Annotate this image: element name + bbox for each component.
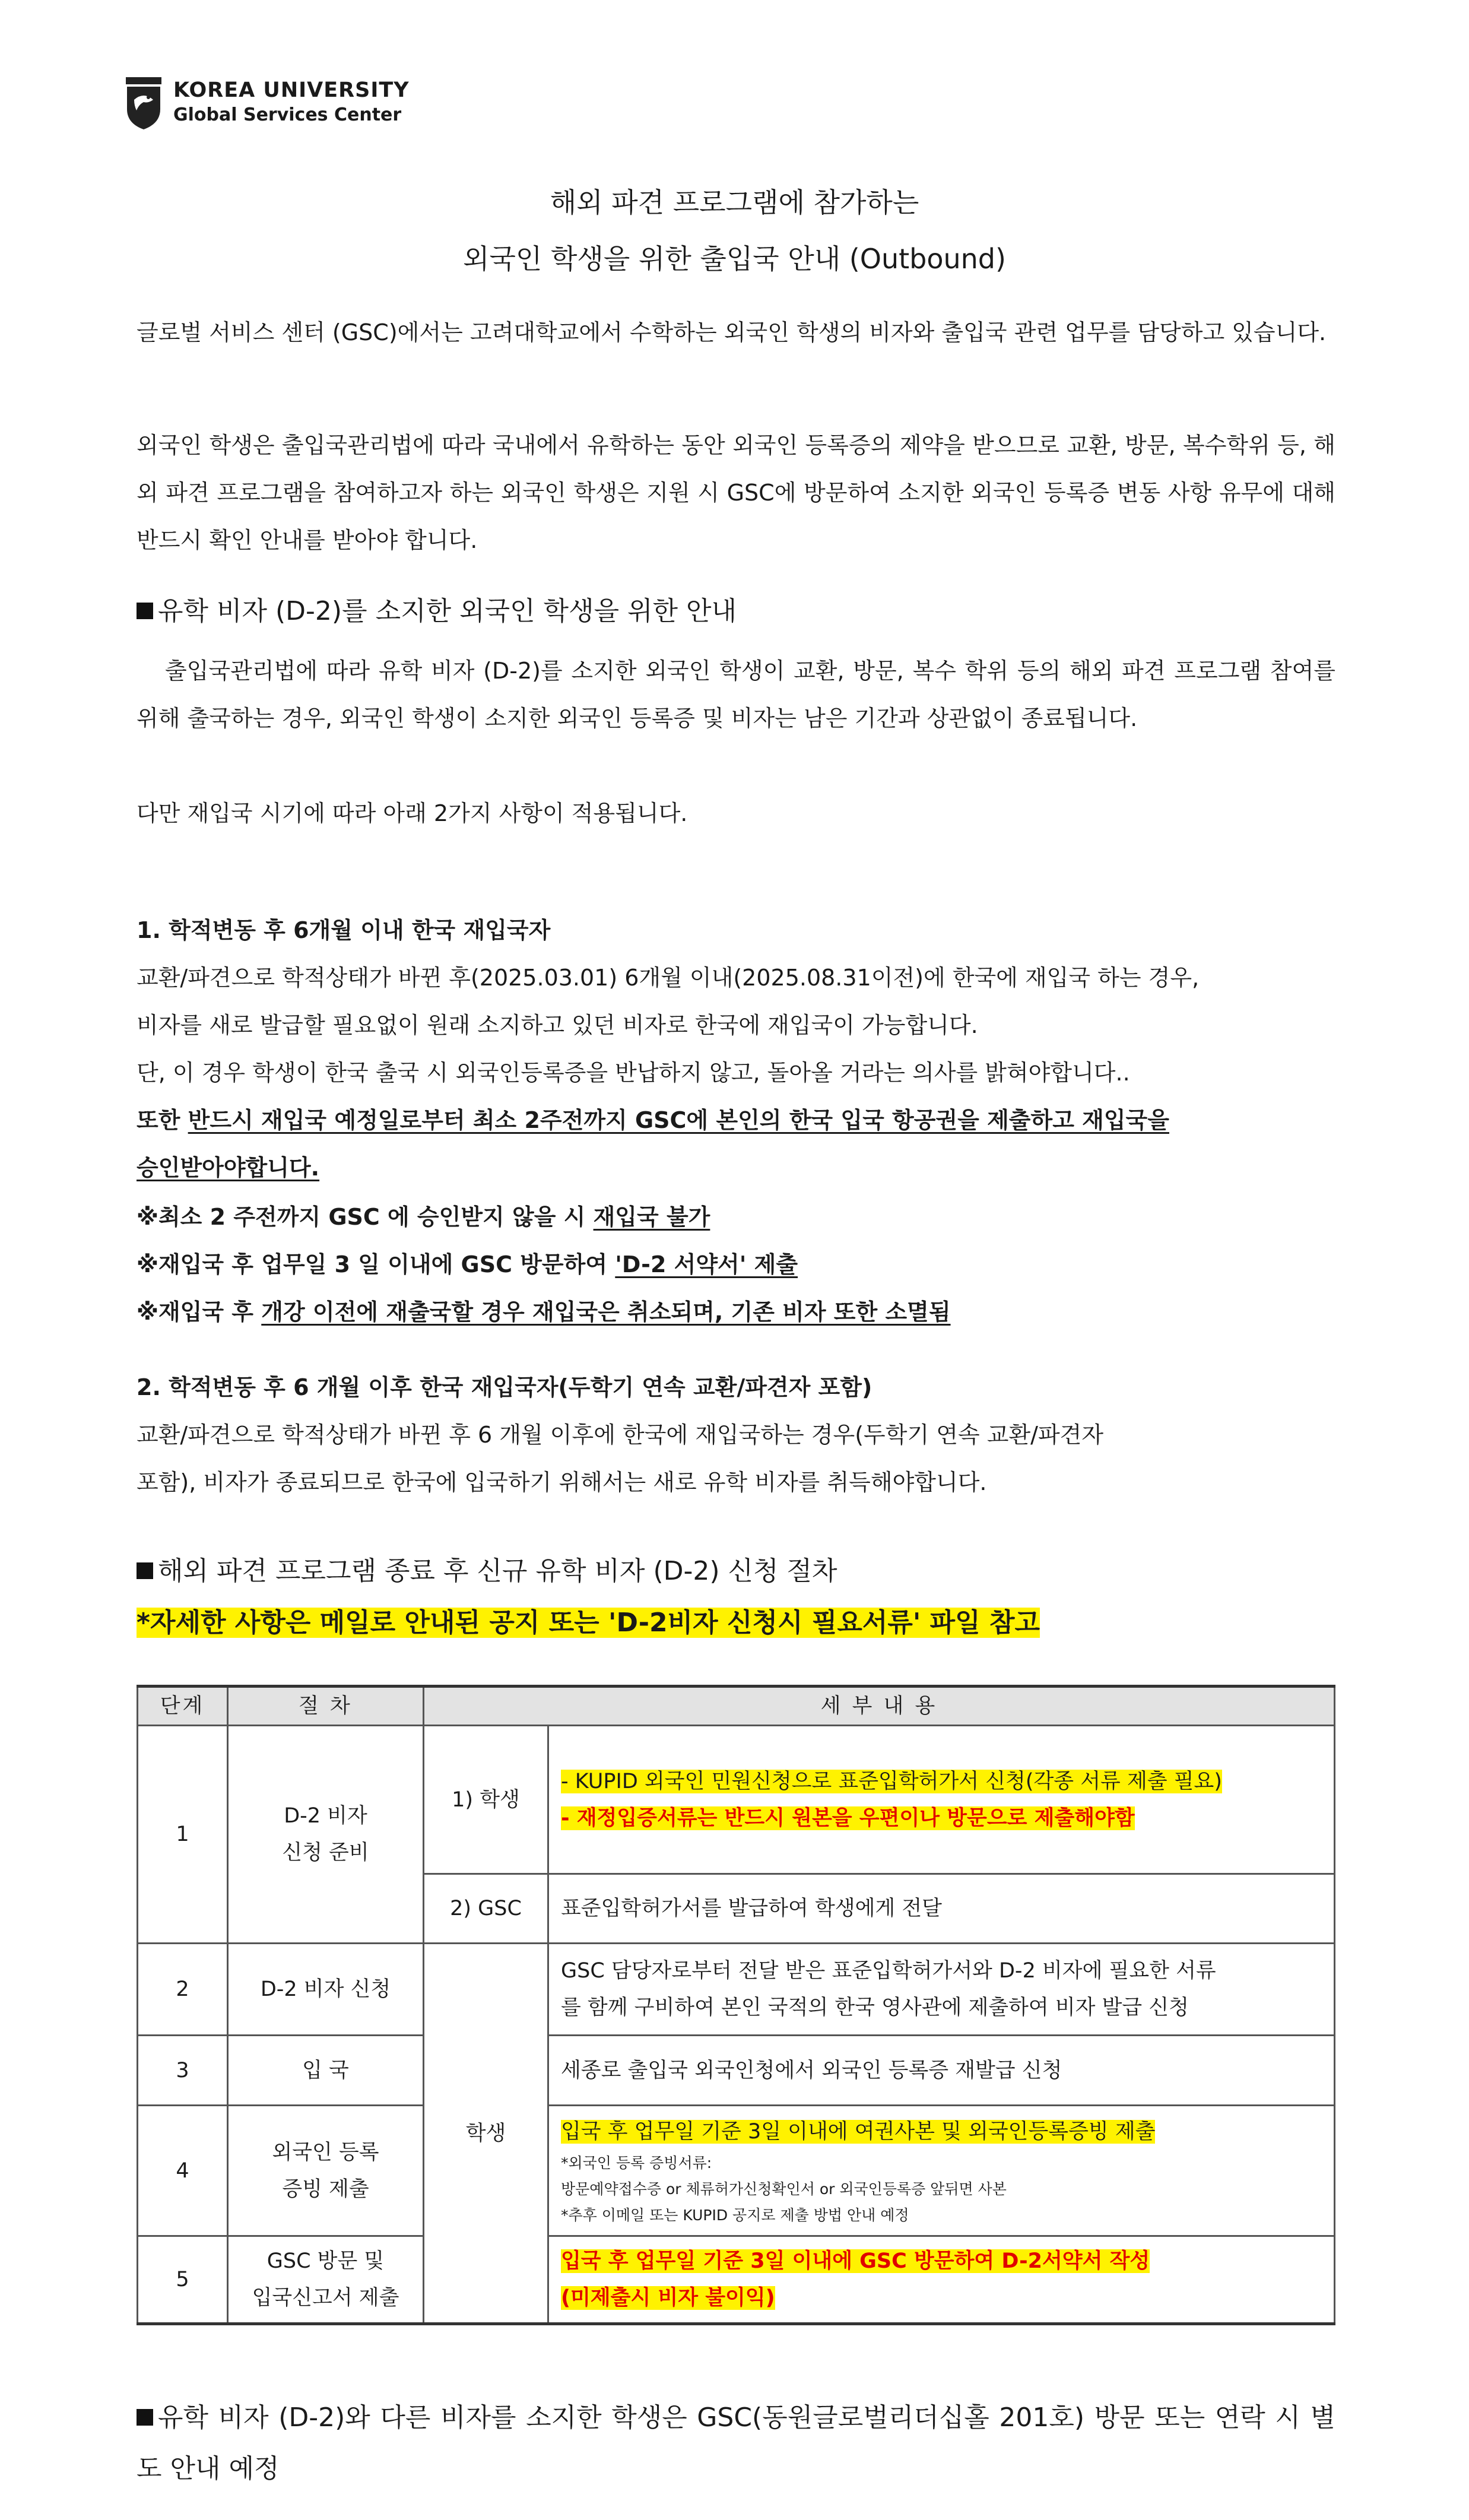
case1-line: 단, 이 경우 학생이 한국 출국 시 외국인등록증을 반납하지 않고, 돌아올 거라는 의사를 밝혀야합니다..: [137, 1060, 1130, 1086]
case1-heading: 1. 학적변동 후 6개월 이내 한국 재입국자: [137, 917, 551, 943]
procedure-text: D-2 비자: [284, 1804, 367, 1828]
section1-paragraph: [137, 647, 1335, 742]
case1-block: [137, 906, 1335, 1191]
case1-note-3: [137, 1288, 1335, 1336]
who-cell: 1) 학생: [424, 1726, 548, 1874]
detail-text: GSC 담당자로부터 전달 받은 표준입학허가서와 D-2 비자에 필요한 서류: [561, 1959, 1216, 1983]
step-cell: 4: [138, 2106, 228, 2236]
intro-p2-text: 외국인 학생은 출입국관리법에 따라 국내에서 유학하는 동안 외국인 등록증의 제약을 받으므로 교환, 방문, 복수학위 등, 해외 파견 프로그램을 참여하고자 하는 외국인 학생은 지원 시 GSC에 방문하여 소지한 외국인 등록증 변동 사항 유무에 대해 반드시 확인 안내를 받아야 합니다.: [137, 432, 1335, 553]
case1-note3-underlined: 개강 이전에 재출국할 경우 재입국은 취소되며, 기존 비자 또한 소멸됨: [261, 1299, 951, 1325]
footer-text: 유학 비자 (D-2)와 다른 비자를 소지한 학생은 GSC(동원글로벌리더십홀 201호) 방문 또는 연락 시 별도 안내 예정: [137, 2402, 1335, 2484]
table-row: [138, 1944, 1335, 2036]
detail-cell: 표준입학허가서를 발급하여 학생에게 전달: [548, 1874, 1335, 1944]
university-crest-icon: [125, 76, 163, 131]
case1-note1-underlined: 재입국 불가: [593, 1204, 710, 1230]
page-title-line2: 외국인 학생을 위한 출입국 안내 (Outbound): [463, 243, 1006, 275]
section1-note: [137, 790, 1335, 837]
detail-text-important: - 재정입증서류는 반드시 원본을 우편이나 방문으로 제출해야함: [561, 1806, 1135, 1830]
section-heading-d2-text: 유학 비자 (D-2)를 소지한 외국인 학생을 위한 안내: [158, 596, 737, 626]
procedure-table: [137, 1685, 1335, 2325]
procedure-note-text: *자세한 사항은 메일로 안내된 공지 또는 'D-2비자 신청시 필요서류' 파일 참고: [137, 1608, 1040, 1638]
page-title-line1: 해외 파견 프로그램에 참가하는: [550, 186, 919, 218]
section-heading-d2: [137, 589, 737, 627]
case2-block: [137, 1364, 1335, 1506]
case1-line: 비자를 새로 발급할 필요없이 원래 소지하고 있던 비자로 한국에 재입국이 가능합니다.: [137, 1012, 978, 1038]
table-row: [138, 1726, 1335, 1874]
case1-note2-underlined: 'D-2 서약서' 제출: [615, 1251, 798, 1278]
detail-text: 입국 후 업무일 기준 3일 이내에 여권사본 및 외국인등록증빙 제출: [561, 2119, 1156, 2144]
case1-note2-prefix: ※재입국 후 업무일 3 일 이내에 GSC 방문하여: [137, 1251, 615, 1278]
footer-note: [137, 2392, 1335, 2494]
step-cell: 5: [138, 2236, 228, 2324]
section-heading-procedure: [137, 1549, 837, 1587]
procedure-cell: [228, 1726, 424, 1944]
university-logo: [125, 76, 481, 132]
table-row: [138, 2036, 1335, 2106]
detail-cell: [548, 2236, 1335, 2324]
case1-note-2: [137, 1241, 1335, 1288]
procedure-text: 신청 준비: [282, 1841, 369, 1865]
intro-p1-text: 글로벌 서비스 센터 (GSC)에서는 고려대학교에서 수학하는 외국인 학생의 비자와 출입국 관련 업무를 담당하고 있습니다.: [137, 319, 1327, 345]
org-name: KOREA UNIVERSITY: [173, 78, 410, 102]
procedure-cell: [228, 2106, 424, 2236]
case1-notes: [137, 1193, 1335, 1336]
detail-text: - KUPID 외국인 민원신청으로 표준입학허가서 신청(각종 서류 제출 필요): [561, 1769, 1223, 1793]
detail-cell: [548, 2106, 1335, 2236]
case2-line: 포함), 비자가 종료되므로 한국에 입국하기 위해서는 새로 유학 비자를 취득해야합니다.: [137, 1469, 987, 1495]
who-cell: 학생: [424, 1944, 548, 2324]
step-cell: 3: [138, 2036, 228, 2106]
detail-subtext: *외국인 등록 증빙서류:: [561, 2154, 712, 2172]
detail-text-important: 입국 후 업무일 기준 3일 이내에 GSC 방문하여 D-2서약서 작성: [561, 2249, 1150, 2273]
table-row: [138, 2236, 1335, 2324]
table-header-procedure: 절 차: [228, 1687, 424, 1726]
procedure-text: 외국인 등록: [272, 2140, 379, 2164]
detail-subtext: *추후 이메일 또는 KUPID 공지로 제출 방법 안내 예정: [561, 2206, 909, 2224]
bullet-square-icon: [137, 1562, 153, 1579]
procedure-cell: [228, 2236, 424, 2324]
procedure-text: 입국신고서 제출: [252, 2286, 399, 2310]
case1-line: 승인받아야합니다.: [137, 1155, 320, 1181]
case1-note3-prefix: ※재입국 후: [137, 1299, 262, 1325]
step-cell: 2: [138, 1944, 228, 2036]
case1-line: 교환/파견으로 학적상태가 바뀐 후(2025.03.01) 6개월 이내(2025.08.31이전)에 한국에 재입국 하는 경우,: [137, 965, 1200, 991]
section-heading-procedure-text: 해외 파견 프로그램 종료 후 신규 유학 비자 (D-2) 신청 절차: [158, 1556, 837, 1586]
table-header-row: [138, 1687, 1335, 1726]
case1-note-1: [137, 1193, 1335, 1241]
detail-text-important: (미제출시 비자 불이익): [561, 2286, 775, 2310]
case1-l4-underlined: 반드시 재입국 예정일로부터 최소 2주전까지 GSC에 본인의 한국 입국 항공권을 제출하고 재입국을: [188, 1107, 1169, 1133]
procedure-text: GSC 방문 및: [266, 2249, 385, 2273]
procedure-cell: D-2 비자 신청: [228, 1944, 424, 2036]
section1-p1-text: 출입국관리법에 따라 유학 비자 (D-2)를 소지한 외국인 학생이 교환, 방문, 복수 학위 등의 해외 파견 프로그램 참여를 위해 출국하는 경우, 외국인 학생이 소지한 외국인 등록증 및 비자는 남은 기간과 상관없이 종료됩니다.: [137, 658, 1335, 731]
table-header-step: 단계: [138, 1687, 228, 1726]
intro-paragraph-1: [137, 309, 1335, 356]
who-cell: 2) GSC: [424, 1874, 548, 1944]
procedure-cell: 입 국: [228, 2036, 424, 2106]
detail-cell: [548, 1944, 1335, 2036]
case1-l4-prefix: 또한: [137, 1107, 188, 1133]
intro-paragraph-2: [137, 421, 1335, 564]
case1-note1-prefix: ※최소 2 주전까지 GSC 에 승인받지 않을 시: [137, 1204, 594, 1230]
detail-cell: 세종로 출입국 외국인청에서 외국인 등록증 재발급 신청: [548, 2036, 1335, 2106]
case1-line: [137, 1096, 1335, 1144]
detail-subtext: 방문예약접수증 or 체류허가신청확인서 or 외국인등록증 앞뒤면 사본: [561, 2180, 1007, 2198]
case2-line: 교환/파견으로 학적상태가 바뀐 후 6 개월 이후에 한국에 재입국하는 경우(두학기 연속 교환/파견자: [137, 1422, 1104, 1448]
procedure-text: 증빙 제출: [282, 2177, 369, 2201]
detail-text: 를 함께 구비하여 본인 국적의 한국 영사관에 제출하여 비자 발급 신청: [561, 1996, 1189, 2020]
step-cell: 1: [138, 1726, 228, 1944]
procedure-note: [137, 1601, 1040, 1639]
table-row: [138, 2106, 1335, 2236]
case2-heading: 2. 학적변동 후 6 개월 이후 한국 재입국자(두학기 연속 교환/파견자 포함): [137, 1374, 872, 1400]
section1-p2-text: 다만 재입국 시기에 따라 아래 2가지 사항이 적용됩니다.: [137, 800, 688, 826]
bullet-square-icon: [137, 2409, 153, 2426]
detail-cell: [548, 1726, 1335, 1874]
table-header-details: 세 부 내 용: [424, 1687, 1335, 1726]
dept-name: Global Services Center: [173, 104, 402, 125]
bullet-square-icon: [137, 603, 153, 619]
